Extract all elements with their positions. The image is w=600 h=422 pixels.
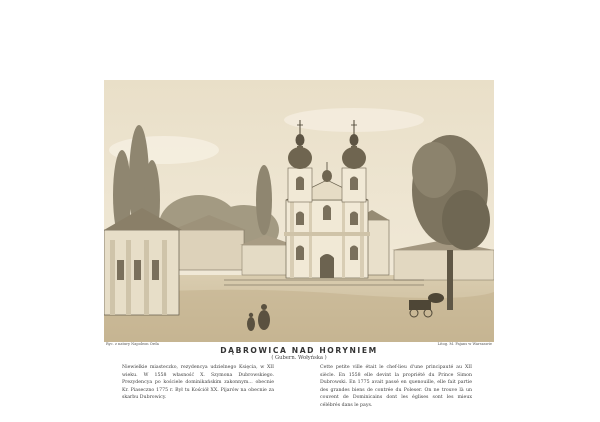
right-house bbox=[394, 250, 494, 280]
side-house bbox=[242, 245, 292, 275]
caption-french: Cette petite ville était le chef-lieu d'une principauté au XII siècle. En 1558 elle devint la propriété du Prince Simon Dubrowski. En 1775 avait passé en quenouille, elle fait partie des grandes biens de contrée du Poleser. On ne trouve là un couvent de Dominicains dont les églises sont les mieux célébrés dans le pays. bbox=[320, 365, 472, 408]
lithograph-plate bbox=[104, 80, 494, 342]
caption-polish: Niewielkie miasteczko, rezydencya udzielnego Księcia, w XII wieku. W 1558 własność X. Szymona Dubrowskiego. Prezydencya po kościele dominikańskim zakonnym... obecnie Kr. Piaseczno 1775 r. Był tu Kościół XX. Pijarów na obecnie za skarbu Dubrowicy. bbox=[122, 365, 274, 401]
lithograph-illustration bbox=[104, 80, 494, 342]
rear-house bbox=[174, 230, 244, 270]
plate-title: DĄBROWICA NAD HORYNIEM bbox=[220, 346, 378, 355]
colonnaded-building bbox=[104, 208, 182, 315]
lithographer-credit: Litog. M. Fajans w Warszawie bbox=[437, 342, 492, 346]
artist-credit: Ryс. z natury Napoleon Orda bbox=[106, 342, 159, 346]
plate-subtitle: ( Gubern. Wołyńska ) bbox=[271, 355, 327, 361]
